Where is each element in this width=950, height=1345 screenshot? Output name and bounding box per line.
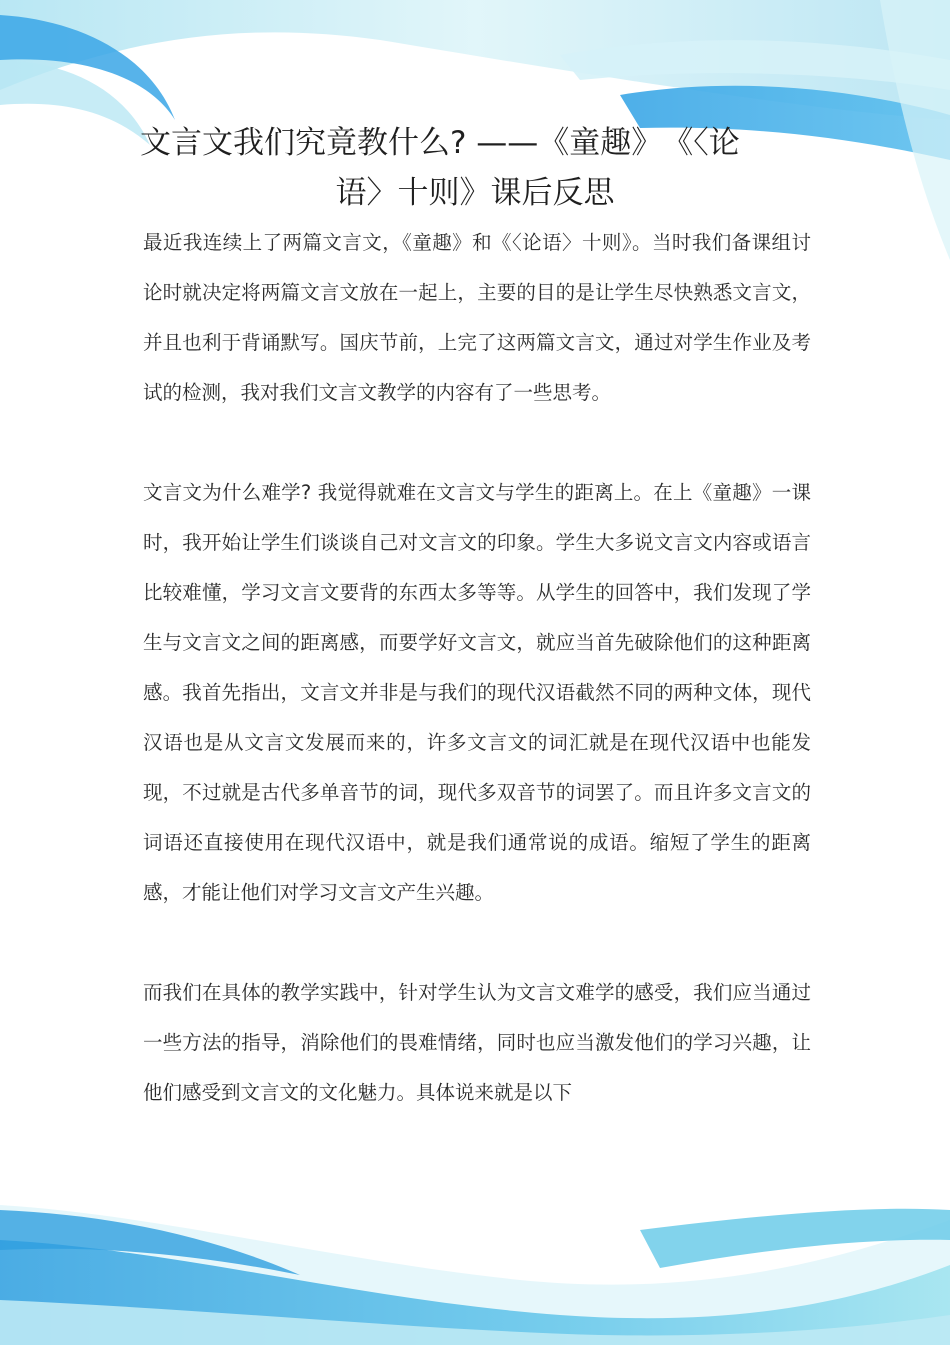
title-line-2: 语〉十则》课后反思 (335, 175, 615, 211)
document-body (143, 218, 811, 1168)
paragraph-3: 而我们在具体的教学实践中，针对学生认为文言文难学的感受，我们应当通过一些方法的指导，消除他们的畏难情绪，同时也应当激发他们的学习兴趣，让他们感受到文言文的文化魅力。具体说来就是以下 (143, 981, 811, 1104)
title-line-1: 文言文我们究竟教什么? ——《童趣》 《〈论 (140, 125, 740, 161)
document-title (140, 118, 810, 218)
paragraph-1: 最近我连续上了两篇文言文，《童趣》和《〈论语〉十则》。当时我们备课组讨论时就决定将两篇文言文放在一起上，主要的目的是让学生尽快熟悉文言文，并且也利于背诵默写。国庆节前，上完了这两篇文言文，通过对学生作业及考试的检测，我对我们文言文教学的内容有了一些思考。 (143, 231, 811, 404)
paragraph-2: 文言文为什么难学? 我觉得就难在文言文与学生的距离上。在上《童趣》一课时，我开始让学生们谈谈自己对文言文的印象。学生大多说文言文内容或语言比较难懂，学习文言文要背的东西太多等等。从学生的回答中，我们发现了学生与文言文之间的距离感，而要学好文言文，就应当首先破除他们的这种距离感。我首先指出，文言文并非是与我们的现代汉语截然不同的两种文体，现代汉语也是从文言文发展而来的，许多文言文的词汇就是在现代汉语中也能发现，不过就是古代多单音节的词，现代多双音节的词罢了。而且许多文言文的词语还直接使用在现代汉语中，就是我们通常说的成语。缩短了学生的距离感，才能让他们对学习文言文产生兴趣。 (143, 481, 811, 904)
